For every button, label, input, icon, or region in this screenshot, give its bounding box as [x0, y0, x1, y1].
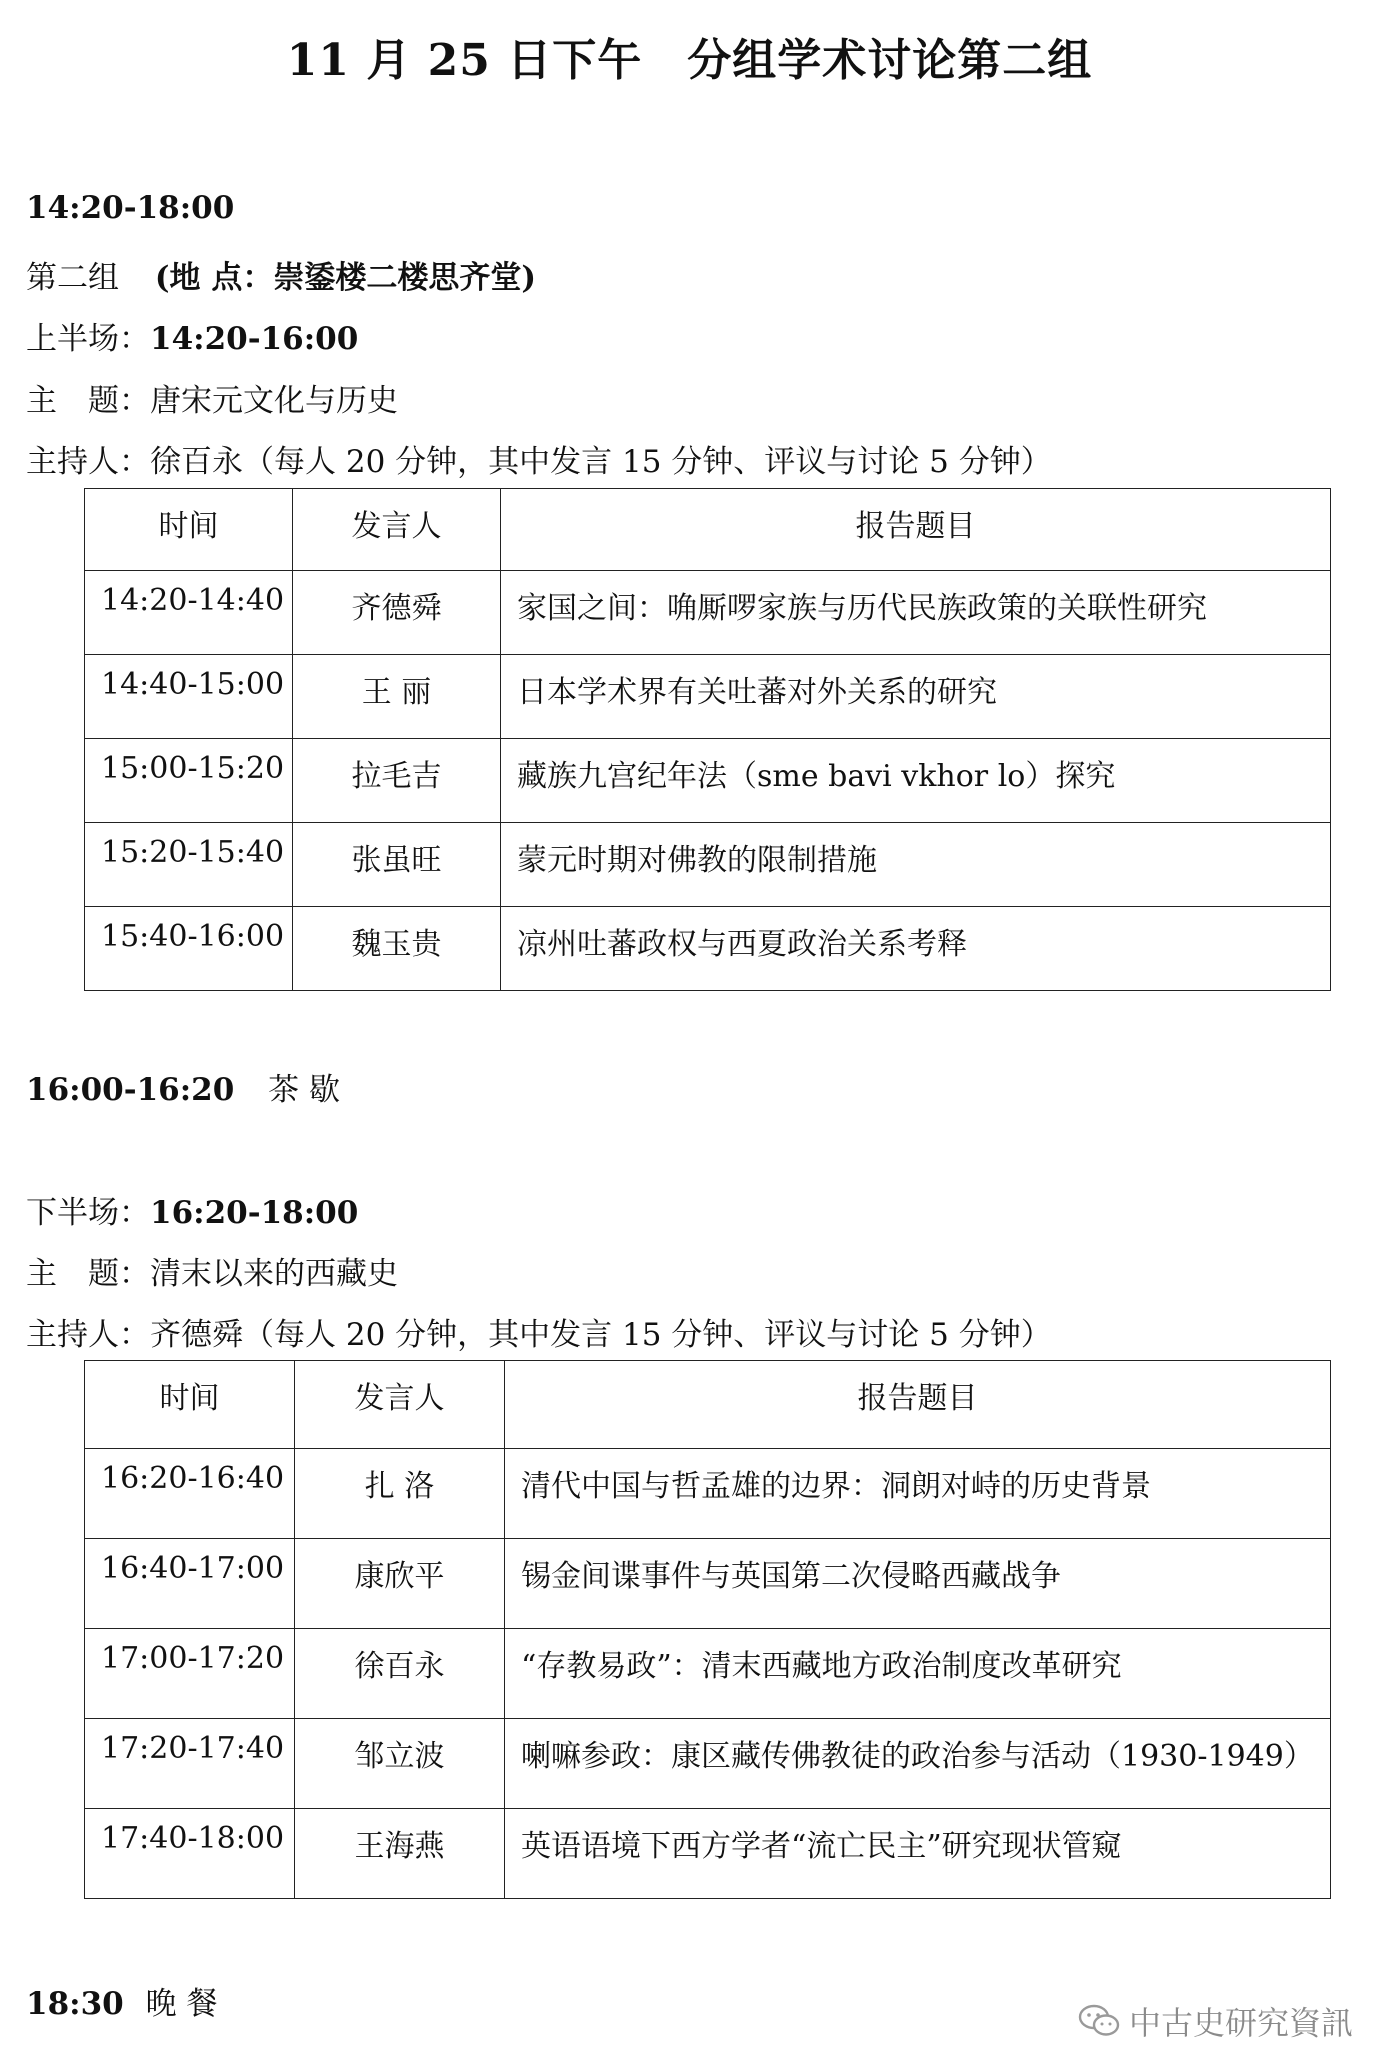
first-half-host: 徐百永（每人 20 分钟，其中发言 15 分钟、评议与讨论 5 分钟） — [150, 444, 1052, 480]
first-half-label: 上半场： — [26, 321, 150, 357]
row-time: 14:40-15:00 — [85, 655, 293, 739]
row-time: 17:40-18:00 — [85, 1809, 295, 1899]
row-time: 14:20-14:40 — [85, 571, 293, 655]
first-half-line — [26, 313, 358, 358]
row-time: 15:00-15:20 — [85, 739, 293, 823]
row-time: 16:20-16:40 — [85, 1449, 295, 1539]
table-header-row — [85, 1361, 1331, 1449]
wechat-icon — [1077, 2003, 1121, 2039]
table-header-row — [85, 489, 1331, 571]
second-half-time: 16:20-18:00 — [150, 1195, 359, 1231]
table-row — [85, 571, 1331, 655]
row-title: “存教易政”：清末西藏地方政治制度改革研究 — [505, 1629, 1331, 1719]
row-speaker: 扎 洛 — [295, 1449, 505, 1539]
col-header-speaker: 发言人 — [293, 489, 501, 571]
group-location: (地 点：崇鋈楼二楼思齐堂) — [154, 260, 536, 296]
page-title: 11 月 25 日下午 分组学术讨论第二组 — [286, 35, 1093, 86]
first-half-host-label: 主持人： — [26, 444, 150, 480]
row-title: 蒙元时期对佛教的限制措施 — [501, 823, 1331, 907]
col-header-speaker: 发言人 — [295, 1361, 505, 1449]
tea-break-line — [26, 1064, 340, 1109]
first-half-theme: 唐宋元文化与历史 — [150, 383, 398, 419]
row-time: 15:20-15:40 — [85, 823, 293, 907]
second-half-theme: 清末以来的西藏史 — [150, 1256, 398, 1292]
row-title: 锡金间谍事件与英国第二次侵略西藏战争 — [505, 1539, 1331, 1629]
col-header-title: 报告题目 — [501, 489, 1331, 571]
row-time: 16:40-17:00 — [85, 1539, 295, 1629]
first-half-theme-label: 主 题： — [26, 383, 150, 419]
table-row — [85, 1449, 1331, 1539]
row-speaker: 张虽旺 — [293, 823, 501, 907]
first-half-time: 14:20-16:00 — [150, 321, 359, 357]
row-speaker: 魏玉贵 — [293, 907, 501, 991]
table-row — [85, 1809, 1331, 1899]
group-name: 第二组 — [26, 260, 119, 296]
row-time: 15:40-16:00 — [85, 907, 293, 991]
row-speaker: 徐百永 — [295, 1629, 505, 1719]
second-half-host-line — [26, 1309, 1052, 1354]
row-speaker: 邹立波 — [295, 1719, 505, 1809]
second-half-theme-line — [26, 1248, 398, 1293]
first-half-host-line — [26, 436, 1052, 481]
row-title: 藏族九宫纪年法（sme bavi vkhor lo）探究 — [501, 739, 1331, 823]
table-row — [85, 1719, 1331, 1809]
table-row — [85, 739, 1331, 823]
row-speaker: 康欣平 — [295, 1539, 505, 1629]
dinner-line — [26, 1978, 217, 2023]
second-half-host: 齐德舜（每人 20 分钟，其中发言 15 分钟、评议与讨论 5 分钟） — [150, 1317, 1052, 1353]
row-title: 家国之间：唃厮啰家族与历代民族政策的关联性研究 — [501, 571, 1331, 655]
second-half-label: 下半场： — [26, 1195, 150, 1231]
table-row — [85, 1539, 1331, 1629]
second-half-line — [26, 1187, 358, 1232]
row-title: 英语语境下西方学者“流亡民主”研究现状管窥 — [505, 1809, 1331, 1899]
col-header-title: 报告题目 — [505, 1361, 1331, 1449]
tea-break-time: 16:00-16:20 — [26, 1072, 235, 1108]
row-title: 清代中国与哲孟雄的边界：洞朗对峙的历史背景 — [505, 1449, 1331, 1539]
table-row — [85, 823, 1331, 907]
row-speaker: 王 丽 — [293, 655, 501, 739]
row-time: 17:00-17:20 — [85, 1629, 295, 1719]
row-time: 17:20-17:40 — [85, 1719, 295, 1809]
row-speaker: 王海燕 — [295, 1809, 505, 1899]
row-title: 日本学术界有关吐蕃对外关系的研究 — [501, 655, 1331, 739]
first-half-theme-line — [26, 375, 398, 420]
col-header-time: 时间 — [85, 489, 293, 571]
watermark-text: 中古史研究資訊 — [1128, 2004, 1353, 2042]
table-row — [85, 1629, 1331, 1719]
row-speaker: 齐德舜 — [293, 571, 501, 655]
table-row — [85, 907, 1331, 991]
dinner-label: 晚 餐 — [145, 1986, 218, 2022]
second-half-host-label: 主持人： — [26, 1317, 150, 1353]
second-half-table — [84, 1360, 1331, 1899]
row-speaker: 拉毛吉 — [293, 739, 501, 823]
row-title: 喇嘛参政：康区藏传佛教徒的政治参与活动（1930-1949） — [505, 1719, 1331, 1809]
session-time: 14:20-18:00 — [26, 190, 235, 226]
first-half-table — [84, 488, 1331, 991]
col-header-time: 时间 — [85, 1361, 295, 1449]
row-title: 凉州吐蕃政权与西夏政治关系考释 — [501, 907, 1331, 991]
watermark — [1077, 1998, 1353, 2044]
second-half-theme-label: 主 题： — [26, 1256, 150, 1292]
dinner-time: 18:30 — [26, 1986, 124, 2022]
group-line — [26, 252, 536, 297]
table-row — [85, 655, 1331, 739]
tea-break-label: 茶 歇 — [268, 1072, 341, 1108]
